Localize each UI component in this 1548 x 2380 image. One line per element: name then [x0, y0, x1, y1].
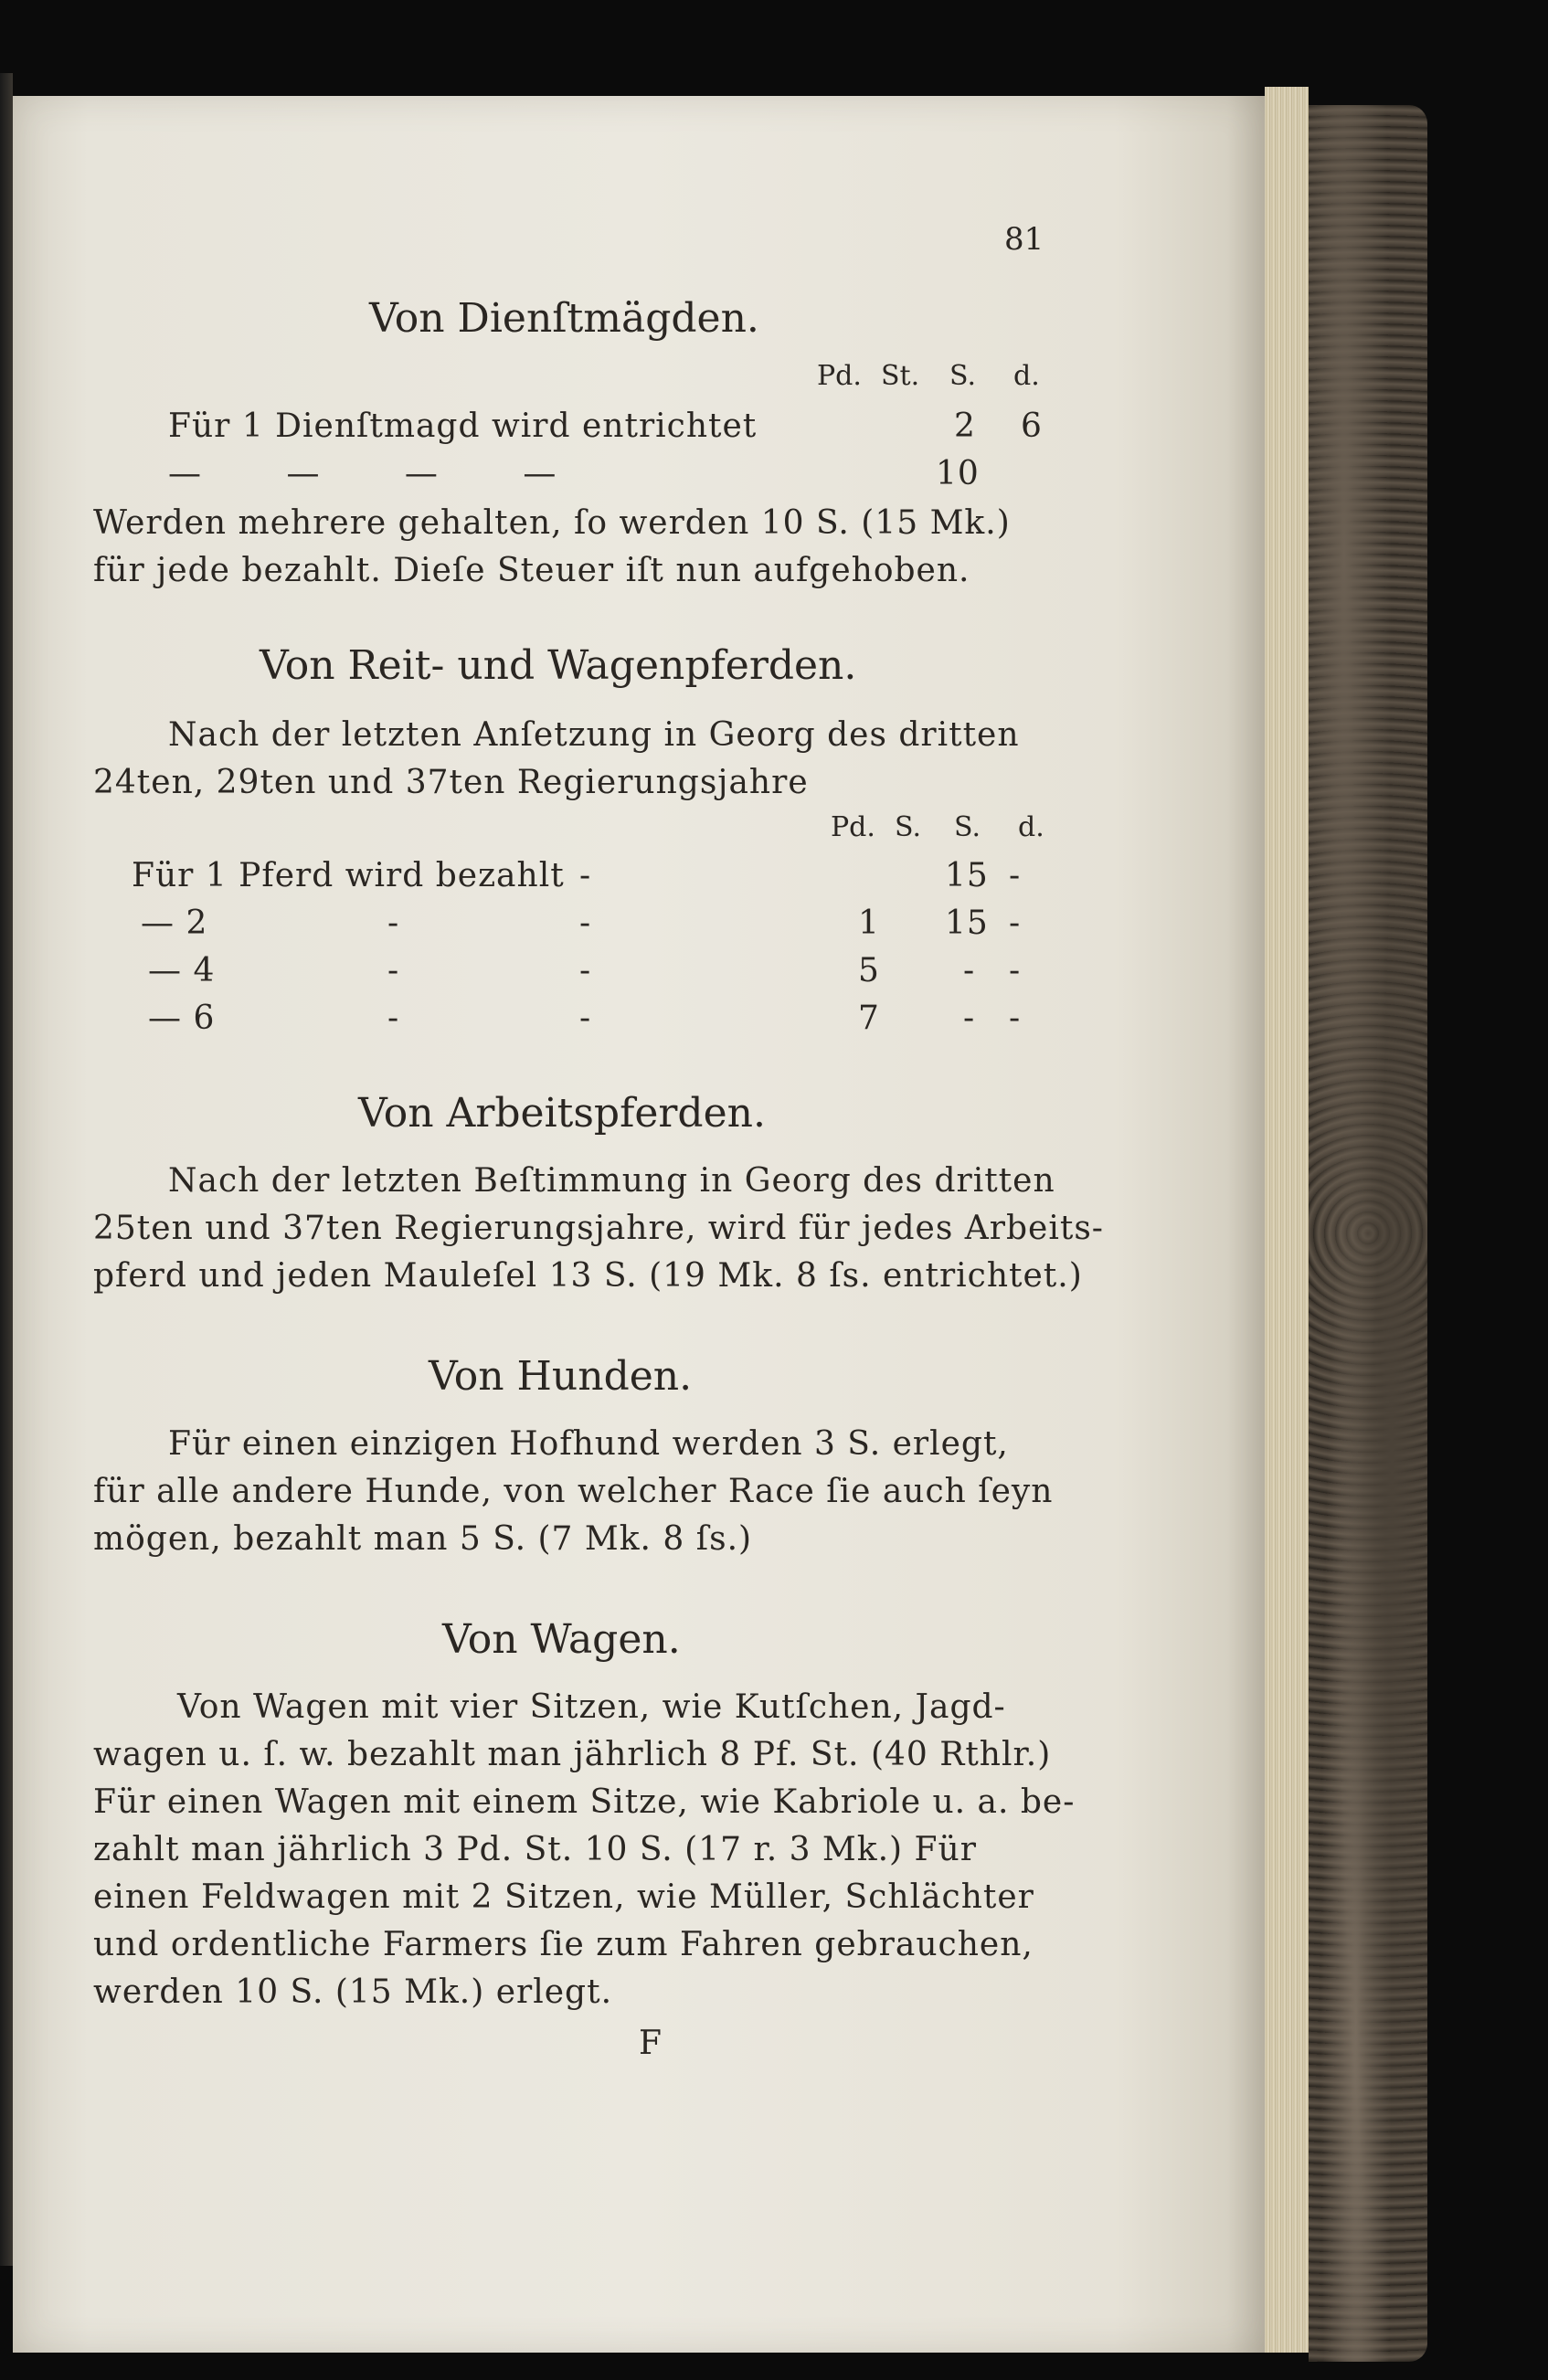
paragraph-line: Nach der letzten Beſtimmung in Georg des dritten	[168, 1162, 1055, 1200]
paragraph-line: 24ten, 29ten und 37ten Regierungsjahre	[93, 764, 809, 801]
table-cell-dash: -	[387, 1000, 400, 1037]
table-header-d: d.	[1013, 360, 1040, 392]
table-header-pd: Pd.	[817, 360, 862, 392]
table-cell-pd: 1	[858, 904, 880, 942]
section-heading-reitpferden: Von Reit- und Wagenpferden.	[260, 642, 857, 689]
paragraph-line: pferd und jeden Mauleſel 13 S. (19 Mk. 8 ſs. entrichtet.)	[93, 1257, 1083, 1295]
page-fore-edge	[1265, 87, 1309, 2353]
table-cell-dash: -	[579, 1000, 592, 1037]
paragraph-line: für jede bezahlt. Dieſe Steuer iſt nun aufgehoben.	[93, 552, 970, 589]
table-cell-s: -	[963, 1000, 976, 1037]
table-row-label: — 6	[148, 1000, 216, 1037]
paragraph-line: Für einen Wagen mit einem Sitze, wie Kabriole u. a. be-	[93, 1783, 1076, 1821]
paragraph-line: Nach der letzten Anſetzung in Georg des dritten	[168, 716, 1020, 754]
signature-mark: F	[639, 2025, 663, 2062]
table-cell-d: -	[1009, 952, 1022, 989]
table-cell-d: -	[1009, 857, 1022, 894]
table-cell-d: 10	[936, 455, 980, 492]
table-row-label: Für 1 Pferd wird bezahlt	[132, 857, 565, 894]
paragraph-line: und ordentliche Farmers ſie zum Fahren gebrauchen,	[93, 1926, 1034, 1963]
table-cell-dash: -	[579, 857, 592, 894]
section-heading-wagen: Von Wagen.	[442, 1616, 681, 1663]
section-heading-dienstmaegden: Von Dienſtmägden.	[369, 295, 759, 342]
paragraph-line: werden 10 S. (15 Mk.) erlegt.	[93, 1973, 613, 2011]
table-cell-dash: -	[387, 904, 400, 942]
section-heading-arbeitspferden: Von Arbeitspferden.	[358, 1090, 766, 1137]
table-cell-dash: -	[579, 952, 592, 989]
paragraph-line: einen Feldwagen mit 2 Sitzen, wie Müller, Schlächter	[93, 1878, 1034, 1916]
paragraph-line: Für einen einzigen Hofhund werden 3 S. erlegt,	[168, 1425, 1009, 1463]
table-cell-s: 15	[945, 904, 989, 942]
table-header-pd: Pd.	[831, 811, 875, 843]
table-cell-pd: 7	[858, 1000, 880, 1037]
paragraph-line: 25ten und 37ten Regierungsjahre, wird für jedes Arbeits-	[93, 1210, 1104, 1247]
section-heading-hunden: Von Hunden.	[429, 1353, 693, 1400]
table-row-label: Für 1 Dienſtmagd wird entrichtet	[168, 407, 758, 445]
table-row-label: — — — —	[168, 455, 557, 492]
paragraph-line: wagen u. ſ. w. bezahlt man jährlich 8 Pf. St. (40 Rthlr.)	[93, 1736, 1052, 1773]
marbled-book-cover	[1309, 105, 1427, 2362]
table-header-s: S.	[954, 811, 981, 843]
table-cell-s: 15	[945, 857, 989, 894]
paragraph-line: Von Wagen mit vier Sitzen, wie Kutſchen, Jagd-	[177, 1688, 1006, 1726]
left-page-edge	[0, 73, 13, 2266]
table-header-s: S.	[949, 360, 977, 392]
table-row-label: — 2	[141, 904, 208, 942]
page-number: 81	[1004, 221, 1044, 258]
table-cell-d: 6	[1021, 407, 1043, 445]
table-cell-dash: -	[579, 904, 592, 942]
book-page	[13, 96, 1265, 2353]
paragraph-line: Werden mehrere gehalten, ſo werden 10 S. (15 Mk.)	[93, 504, 1011, 542]
table-row-label: — 4	[148, 952, 216, 989]
table-header-d: d.	[1018, 811, 1044, 843]
table-cell-s: -	[963, 952, 976, 989]
paragraph-line: mögen, bezahlt man 5 S. (7 Mk. 8 ſs.)	[93, 1520, 753, 1558]
paragraph-line: für alle andere Hunde, von welcher Race ſie auch ſeyn	[93, 1473, 1054, 1510]
table-cell-d: -	[1009, 1000, 1022, 1037]
table-cell-pd: 5	[858, 952, 880, 989]
table-cell-d: -	[1009, 904, 1022, 942]
table-cell-s: 2	[954, 407, 976, 445]
table-cell-dash: -	[387, 952, 400, 989]
table-header-st: St.	[881, 360, 920, 392]
table-header-s: S.	[895, 811, 922, 843]
paragraph-line: zahlt man jährlich 3 Pd. St. 10 S. (17 r. 3 Mk.) Für	[93, 1831, 977, 1868]
